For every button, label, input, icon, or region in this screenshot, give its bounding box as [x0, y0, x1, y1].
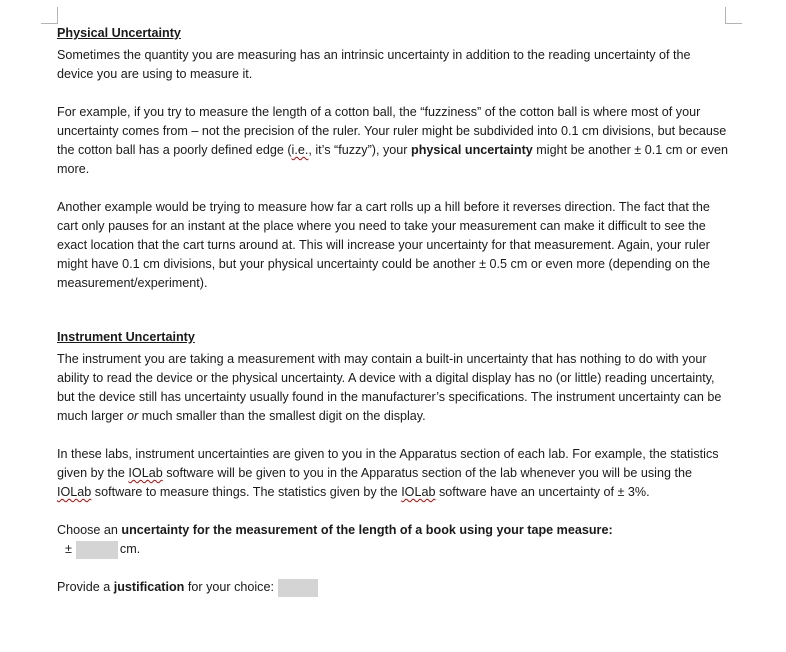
text-run: , it’s “fuzzy”), your	[308, 143, 411, 157]
instrument-paragraph-2	[57, 445, 729, 502]
unit-label: cm.	[119, 542, 141, 556]
text-run: much smaller than the smallest digit on the display.	[138, 409, 426, 423]
text-run: software to measure things. The statistics given by the	[91, 485, 402, 499]
question-prompt	[57, 521, 729, 540]
uncertainty-input-field[interactable]	[76, 541, 118, 559]
justification-prompt	[57, 578, 729, 597]
justification-bold: justification	[113, 580, 185, 594]
page-corner-mark-top-right	[725, 7, 742, 24]
spellcheck-iolab: IOLab	[401, 485, 436, 499]
text-run: The instrument you are taking a measurement with may contain a built-in uncertainty that has nothing to do with your ability to read the device or the physical uncertainty. A device with a digital display has no (or little) reading uncertainty, but the device still has uncertainty usually found in the manufacturer’s specifications. The instrument uncertainty can be much larger	[57, 352, 722, 423]
text-run: software have an uncertainty of ± 3%.	[435, 485, 650, 499]
physical-uncertainty-heading: Physical Uncertainty	[57, 26, 181, 40]
text-run: Choose an	[57, 523, 122, 537]
question-bold: uncertainty for the measurement of the length of a book using your tape measure:	[121, 523, 613, 537]
instrument-paragraph-1	[57, 350, 729, 426]
spellcheck-ie: i.e.	[291, 143, 309, 157]
text-run: For example, if you try to measure the length of a cotton ball, the “fuzziness” of the cotton ball is where most of your uncertainty comes from – not the precision of the ruler. Your ruler might be subdivided into 0.1 cm divisions, but because the cotton ball has a poorly defined edge (	[57, 105, 727, 157]
page-corner-mark-top-left	[41, 7, 58, 24]
physical-paragraph-3: Another example would be trying to measure how far a cart rolls up a hill before it reverses direction. The fact that the cart only pauses for an instant at the place where you need to take your measurement can make it difficult to see the exact location that the cart turns around at. This will increase your uncertainty for that measurement. Again, your ruler might have 0.1 cm divisions, but your physical uncertainty could be another ± 0.5 cm or even more (depending on the measurement/experiment).	[57, 200, 711, 290]
text-run: Provide a	[57, 580, 114, 594]
uncertainty-answer-line	[57, 540, 729, 559]
justification-input-field[interactable]	[278, 579, 318, 597]
text-run: software will be given to you in the Apparatus section of the lab whenever you will be using the	[162, 466, 692, 480]
physical-uncertainty-bold: physical uncertainty	[411, 143, 533, 157]
spellcheck-iolab: IOLab	[128, 466, 163, 480]
document-page	[57, 24, 729, 597]
physical-paragraph-1: Sometimes the quantity you are measuring has an intrinsic uncertainty in addition to the reading uncertainty of the device you are using to measure it.	[57, 48, 691, 81]
plus-minus-symbol: ±	[65, 542, 72, 556]
italic-or: or	[127, 409, 139, 423]
text-run: for your choice:	[184, 580, 274, 594]
text-run: might be another ± 0.1 cm or even more.	[57, 143, 729, 176]
spellcheck-iolab: IOLab	[57, 485, 92, 499]
text-run: In these labs, instrument uncertainties are given to you in the Apparatus section of each lab. For example, the statistics given by the	[57, 447, 719, 480]
physical-paragraph-2	[57, 103, 729, 179]
instrument-uncertainty-heading: Instrument Uncertainty	[57, 330, 195, 344]
